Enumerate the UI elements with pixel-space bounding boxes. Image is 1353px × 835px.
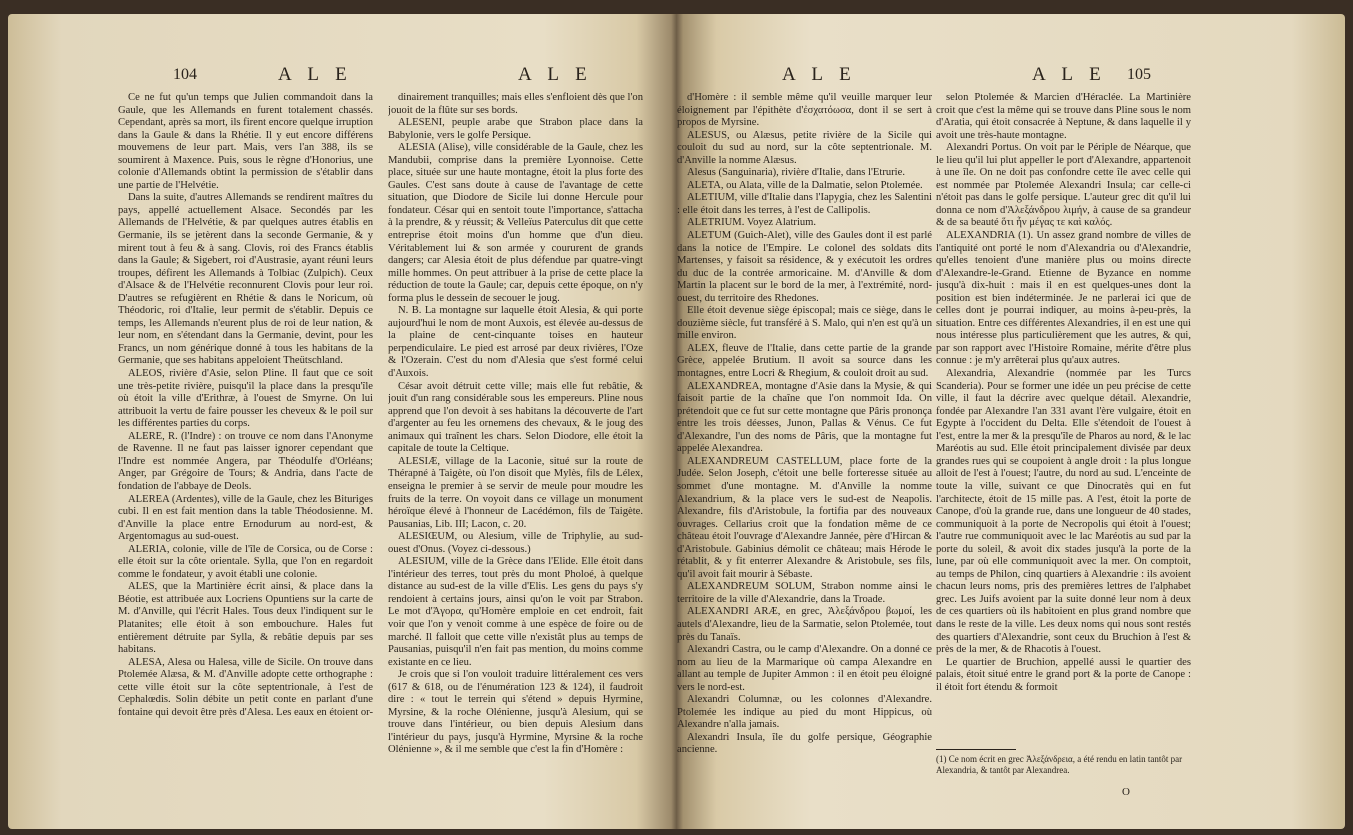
paragraph: ALEXANDREUM SOLUM, Strabon nomme ainsi le territoire de la ville d'Alexandrie, dans la Troade. bbox=[677, 581, 932, 605]
page-number-left: 104 bbox=[173, 66, 197, 83]
paragraph: ALEX, fleuve de l'Italie, dans cette partie de la grande Grèce, appelée Brutium. Il avoit sa source dans les montagnes, entre Locri & Rhegium, & couloit droit au sud. bbox=[677, 342, 932, 380]
left-page-column-1 bbox=[118, 92, 373, 822]
paragraph: ALEOS, rivière d'Asie, selon Pline. Il faut que ce soit une très-petite rivière, puisqu'il la place dans la presqu'île où étoit la ville d'Erithræ, à l'ouest de Smyrne. On lui attribuoit la vertu de faire pousser les cheveux & le poil sur les différentes parties du corps. bbox=[118, 368, 373, 430]
running-head-left-col2: A L E bbox=[518, 64, 593, 85]
paragraph: ALESUS, ou Alæsus, petite rivière de la Sicile qui couloit du sud au nord, sur la côte septentrionale. M. d'Anville la nomme Alæsus. bbox=[677, 129, 932, 166]
paragraph: ALEXANDREUM CASTELLUM, place forte de la Judée. Selon Joseph, c'étoit une belle forteresse située au sommet d'une montagne. M. d'Anville la nomme Alexandrium, & la place vers le sud-est de Neapolis. Alexandre, fils d'Aristobule, la fortifia par des nouveaux ouvrages. Cellarius croit que la fondation même de ce château étoit l'ouvrage d'Alexandre Jannée, père d'Hircan & d'Aristobule. Gabinius démolit ce château; mais Hérode le rétablit, & y fit enterrer Alexandre & Aristobule, ses fils, qu'il avoit fait mourir à Sébaste. bbox=[677, 455, 932, 580]
paragraph: Alexandria, Alexandrie (nommée par les Turcs Scanderia). Pour se former une idée un peu précise de cette ville, il faut la décrire avec quelque détail. Alexandrie, fondée par Alexandre l'an 331 avant l'ère vulgaire, étoit en Egypte à l'occident du Delta. Elle s'étendoit de l'ouest à l'est, entre la mer & la presqu'île de Pharos au nord, & le lac Maréotis au sud. Elle étoit principalement divisée par deux grandes rues qui se coupoient à angle droit : la plus longue alloit de l'est à l'ouest; l'autre, du nord au sud. L'enceinte de toute la ville, suivant ce que Dinocratès qui en fut l'architecte, étoit de 15 mille pas. A l'est, étoit la porte de Canope, d'où la grande rue, dans une longueur de 40 stades, communiquoit à la porte de Necropolis qui étoit à l'ouest; l'autre rue communiquoit avec le lac Maréotis au sud par la porte du soleil, & avoit dix stades jusqu'à la porte de la lune, par où elle communiquoit avec la mer. On comptoit, au temps de Philon, cinq quartiers à Alexandrie : ils avoient chacun leurs noms, pris des premières lettres de l'alphabet grec. Les Juifs avoient par la suite donné leur nom à deux de ces quartiers où ils habitoient en plus grand nombre que dans le reste de la ville. Les deux noms qui nous sont restés des quartiers d'Alexandrie, sont ceux du Bruchion à l'est & près de la mer, & de Rhacotis à l'ouest. bbox=[936, 368, 1191, 656]
paragraph: ALETRIUM. Voyez Alatrium. bbox=[687, 217, 817, 229]
paragraph: ALESIA (Alise), ville considérable de la Gaule, chez les Mandubii, comprise dans la première Lyonnoise. Cette place, située sur une haute montagne, étoit la plus forte des Gaules. C'est sans doute à cause de l'avantage de cette situation, que Diodore de Sicile lui donne Hercule pour fondateur. César qui en sentoit toute l'importance, s'attacha à la prendre, & y réussit; & Velleïus Paterculus dit que cette entreprise étoit moins d'un homme que d'un dieu. Véritablement lui & son armée y coururent de grands dangers; car Alesia étoit de plus défendue par quatre-vingt mille hommes. On peut attribuer à la prise de cette place la réduction de toute la Gaule; car, depuis cette époque, on n'y forma plus le dessein de secouer le joug. bbox=[388, 142, 643, 304]
paragraph: Alexandri Portus. On voit par le Périple de Néarque, que le lieu qu'il lui plut appeller le port d'Alexandre, appartenoit à une île. On ne doit pas confondre cette île avec celle qui est nommée par Ptolemée Alexandri Insula; car celle-ci n'étoit pas dans le golfe persique. L'auteur grec dit qu'il lui donna ce nom d'Ἀλεξάνδρου λιμήν, à cause de sa grandeur & de sa beauté ὅτι ἦν μέγας τε καὶ καλός. bbox=[936, 142, 1191, 229]
paragraph: Le quartier de Bruchion, appellé aussi le quartier des palais, étoit situé entre le grand port & la porte de Canope : il étoit fort étendu & formoit bbox=[936, 656, 1191, 693]
left-page bbox=[8, 14, 676, 829]
paragraph: Elle étoit devenue siège épiscopal; mais ce siège, dans le douzième siècle, fut transféré à S. Malo, qui n'en est qu'à un mille environ. bbox=[677, 305, 932, 342]
paragraph: Alexandri Columnæ, ou les colonnes d'Alexandre. Ptolemée les indique au pied du mont Hippicus, où Alexandre n'alla jamais. bbox=[677, 694, 932, 731]
signature-mark: O bbox=[1122, 786, 1130, 798]
paragraph: ALESENI, peuple arabe que Strabon place dans la Babylonie, vers le golfe Persique. bbox=[388, 117, 643, 141]
paragraph: dinairement tranquilles; mais elles s'enfloient dès que l'on jouoit de la flûte sur ses bords. bbox=[388, 92, 643, 116]
paragraph: ALETIUM, ville d'Italie dans l'Iapygia, chez les Salentini : elle étoit dans les terres, à l'est de Callipolis. bbox=[677, 192, 932, 216]
paragraph: ALESIUM, ville de la Grèce dans l'Elide. Elle étoit dans l'intérieur des terres, tout près du mont Pholoé, à quelque distance au sud-est de la ville d'Elis. Les gens du pays s'y rendoient à certains jours, ainsi qu'on le voit par Strabon. Le mot d'Ἀγορα, qu'Homère emploie en cet endroit, fait voir que l'on y venoit comme à une espèce de foire ou de marché. Il falloit que cette ville n'existât plus au temps de Pausanias, puisqu'il n'en fait pas mention, du moins comme existante en ce lieu. bbox=[388, 556, 643, 668]
paragraph: Dans la suite, d'autres Allemands se rendirent maîtres du pays, appellé actuellement Alsace. Secondés par les Allemands de l'Helvétie, & par quelques autres établis en Germanie, ils se jetèrent dans la seconde Germanie, & y mirent tout à feu & à sang. Clovis, roi des Francs établis dans la Gaule; & Sigebert, roi d'Austrasie, ayant réuni leurs troupes, défirent les Allemands à Tolbiac (Zulpich). Ceux d'Alsace & de l'Helvétie reconnurent Clovis pour leur roi. D'autres se refugièrent en Rhétie & dans le Noricum, où Théodoric, roi d'Italie, leur permit de s'établir. Depuis ce temps, les Allemands n'eurent plus de roi de leur nation, & leur nom, en s'étendant dans la Germanie, devint, pour les Francs, un nom générique donné à tous les habitans de la Germanie, que ses habitans appeloient Theütschland. bbox=[118, 192, 373, 367]
paragraph: ALEREA (Ardentes), ville de la Gaule, chez les Bituriges cubi. Il en est fait mention dans la table Théodosienne. M. d'Anville la place entre Ernodurum au nord-est, & Argentomagus au sud-ouest. bbox=[118, 493, 373, 543]
paragraph: ALESIŒUM, ou Alesium, ville de Triphylie, au sud-ouest d'Onus. (Voyez ci-dessous.) bbox=[388, 531, 643, 555]
paragraph: N. B. La montagne sur laquelle étoit Alesia, & qui porte aujourd'hui le nom de mont Auxois, est élevée au-dessus de la plaine de cent-cinquante toises en hauteur perpendiculaire. Le pied est arrosé par deux rivières, l'Oze & l'Ozerain. C'est du nom d'Alesia que s'est formé celui d'Auxois. bbox=[388, 305, 643, 380]
footnote: (1) Ce nom écrit en grec Ἀλεξάνδρεια, a été rendu en latin tantôt par Alexandria, & tantôt par Alexandrea. bbox=[936, 754, 1183, 775]
right-page-column-1 bbox=[677, 92, 932, 822]
running-head-left-col1: A L E bbox=[278, 64, 353, 85]
running-head-right-col2: A L E bbox=[1032, 64, 1107, 85]
footnote-rule bbox=[936, 749, 1016, 750]
running-head-right-col1: A L E bbox=[782, 64, 857, 85]
paragraph: Alexandri Castra, ou le camp d'Alexandre. On a donné ce nom au lieu de la Marmarique où campa Alexandre en allant au temple de Jupiter Ammon : il en étoit peu éloigné vers le nord-est. bbox=[677, 644, 932, 693]
paragraph: ALEXANDRI ARÆ, en grec, Ἀλεξάνδρου βωμοί, les autels d'Alexandre, lieu de la Sarmatie, selon Ptolemée, tout près du Tanaïs. bbox=[677, 606, 932, 643]
paragraph: ALERE, R. (l'Indre) : on trouve ce nom dans l'Anonyme de Ravenne. Il ne faut pas laisser ignorer cependant que l'Indre est nommée Angera, par Théodulfe d'Orléans; Anger, par Grégoire de Tours; & Andria, dans l'acte de fondation de l'abbaye de Deols. bbox=[118, 430, 373, 492]
paragraph: ALETA, ou Alata, ville de la Dalmatie, selon Ptolemée. bbox=[687, 179, 923, 191]
right-page-column-2 bbox=[936, 92, 1191, 740]
paragraph: ALES, que la Martinière écrit ainsi, & place dans la Béotie, est attribuée aux Locriens Opuntiens sur la carte de M. d'Anville, qui l'écrit Hales. Tous deux l'indiquent sur le Platanites; elle étoit à son embouchure. Hales fut entièrement détruite par Sylla, & rebâtie depuis par ses habitans. bbox=[118, 581, 373, 656]
paragraph: Ce ne fut qu'un temps que Julien commandoit dans la Gaule, que les Allemands en furent totalement chassés. Cependant, après sa mort, ils firent encore quelque irruption dans la Gaule & dans la Rhétie. Il y eut encore différens mouvemens de leur part. Mais, vers l'an 388, ils se soumirent à Maxence. Puis, sous le règne d'Honorius, une colonie d'Allemands obtint la permission de s'établir dans une partie de l'Helvétie. bbox=[118, 92, 373, 191]
paragraph: Je crois que si l'on vouloit traduire littéralement ces vers (617 & 618, ou de l'énumération 123 & 124), il faudroit dire : « tout le terrein qui s'étend » depuis Hyrmine, Myrsine, & la roche Olénienne, jusqu'à Alesium, qui se trouve dans l'intérieur, ou bien depuis Alesium dans l'intérieur du pays, jusqu'à Hyrmine, Myrsine & la roche Olénienne », & il me semble que c'est la fin d'Homère : bbox=[388, 669, 643, 756]
right-page bbox=[677, 14, 1345, 829]
paragraph: ALEXANDREA, montagne d'Asie dans la Mysie, & qui faisoit partie de la chaîne que l'on nommoit Ida. On prétendoit que ce fut sur cette montagne que Pâris prononça entre les trois déesses, Junon, Pallas & Vénus. Ce fut d'Alexandre, l'un des noms de Pâris, que la montagne fut appelée Alexandrea. bbox=[677, 380, 932, 455]
paragraph: d'Homère : il semble même qu'il veuille marquer leur éloignement par l'épithète d'ἐσχατόωσα, dont il se sert à propos de Myrsine. bbox=[677, 92, 932, 129]
paragraph: ALETUM (Guich-Alet), ville des Gaules dont il est parlé dans la notice de l'Empire. Le colonel des soldats dits Martenses, y faisoit sa résidence, & y exécutoit les ordres du duc de la contrée armoricaine. M. d'Anville & dom Martin la placent sur le bord de la mer, à l'extrémité, nord-ouest, du territoire des Rhedones. bbox=[677, 230, 932, 304]
paragraph: ALERIA, colonie, ville de l'île de Corsica, ou de Corse : elle étoit sur la côte orientale. Sylla, que l'on en regardoit comme le fondateur, y avoit établi une colonie. bbox=[118, 543, 373, 580]
left-page-column-2 bbox=[388, 92, 643, 822]
paragraph: ALESIÆ, village de la Laconie, situé sur la route de Thérapné à Taigète, où l'on disoit que Mylès, fils de Lélex, enseigna le premier à se servir de meule pour moudre les fruits de la terre. On voyoit dans ce village un monument héroïque élevé à l'honneur de Lacédémon, fils de Taigète. Pausanias, Lib. III; Lacon, c. 20. bbox=[388, 455, 643, 530]
paragraph: Alexandri Insula, île du golfe persique, Géographie ancienne. bbox=[677, 731, 932, 756]
open-book bbox=[8, 14, 1345, 829]
paragraph: selon Ptolemée & Marcien d'Héraclée. La Martinière croit que c'est la même qui se trouve dans Pline sous le nom d'Aratia, qui étoit consacrée à Neptune, & dans laquelle il y avoit une très-haute montagne. bbox=[936, 92, 1191, 141]
paragraph: César avoit détruit cette ville; mais elle fut rebâtie, & jouit d'un rang considérable sous les empereurs. Pline nous apprend que l'on devoit à ses habitans la découverte de l'art d'argenter au feu les ornemens des chevaux, & le joug des animaux qui traînent les chars. Selon Diodore, elle étoit la capitale de toute la Celtique. bbox=[388, 380, 643, 455]
paragraph: ALESA, Alesa ou Halesa, ville de Sicile. On trouve dans Ptolemée Alæsa, & M. d'Anville adopte cette orthographe : cette ville étoit sur la côte septentrionale, à l'est de Cephalœdis. Solin débite un petit conte en parlant d'une fontaine qui devoit être près d'Alesa. Les eaux en étoient or- bbox=[118, 656, 373, 718]
paragraph: Alesus (Sanguinaria), rivière d'Italie, dans l'Etrurie. bbox=[687, 167, 905, 179]
paragraph: ALEXANDRIA (1). Un assez grand nombre de villes de l'antiquité ont porté le nom d'Alexandria ou d'Alexandrie, qu'elles tenoient d'une manière plus ou moins directe d'Alexandre-le-Grand. Etienne de Byzance en nomme jusqu'à dix-huit : mais il en est quelques-unes dont la position est bien indéterminée. Je ne parlerai ici que de celles dont je pourrai indiquer, au moins à-peu-près, la situation. Entre ces différentes Alexandries, il en est une qui nous intéresse plus particulièrement que les autres, & qui, par son rapport avec l'Histoire Romaine, mérite d'être plus connue : je m'y arrêterai plus qu'aux autres. bbox=[936, 230, 1191, 367]
page-number-right: 105 bbox=[1127, 66, 1151, 83]
